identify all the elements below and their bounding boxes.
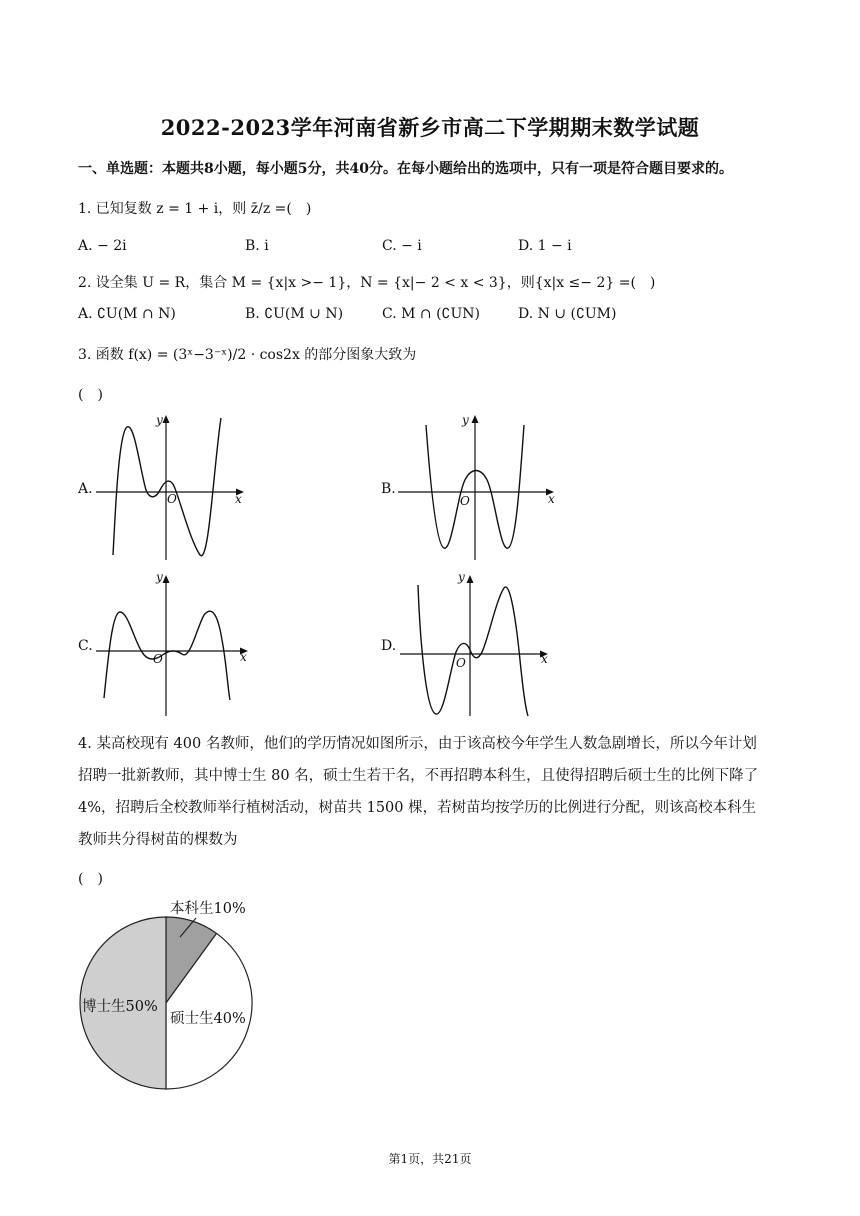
q2-option-d: D. N ∪ (∁UM) (518, 306, 617, 322)
q4-line-3: 4%，招聘后全校教师举行植树活动，树苗共 1500 棵，若树苗均按学历的比例进行分配，则该高校本科生 (78, 800, 757, 816)
q1-option-c: C. − i (382, 238, 422, 254)
q1-stem: 1. 已知复数 z = 1 + i，则 z̄/z =( ) (78, 201, 312, 217)
q4-line-4: 教师共分得树苗的棵数为 (78, 832, 238, 848)
q2-option-a: A. ∁U(M ∩ N) (78, 306, 176, 322)
graph-d-label: D. (381, 638, 397, 654)
graph-b-origin-label: O (460, 494, 470, 508)
graph-c-origin-label: O (153, 652, 163, 666)
q2-option-b: B. ∁U(M ∪ N) (245, 306, 344, 322)
graph-b-x-label: x (548, 492, 555, 506)
q4-line-1: 4. 某高校现有 400 名教师，他们的学历情况如图所示，由于该高校今年学生人数急剧增长，所以今年计划 (78, 736, 757, 752)
page-title: 2022-2023学年河南省新乡市高二下学期期末数学试题 (160, 115, 700, 140)
graph-d-origin-label: O (456, 656, 466, 670)
pie-label-doctor: 博士生50% (82, 999, 158, 1015)
q1-option-b: B. i (245, 238, 269, 254)
graph-d-x-label: x (541, 652, 548, 666)
graph-a-y-label: y (156, 413, 163, 427)
q2-option-c: C. M ∩ (∁UN) (382, 306, 480, 322)
graph-a-x-label: x (235, 492, 242, 506)
graph-a-label: A. (78, 481, 93, 497)
graph-a-origin-label: O (167, 492, 177, 506)
q4-paren: ( ) (78, 871, 103, 887)
q2-stem: 2. 设全集 U = R，集合 M = {x|x >− 1}，N = {x|− 2 < x < 3}，则{x|x ≤− 2} =( ) (78, 275, 656, 291)
graph-c-y-label: y (156, 570, 163, 584)
graph-c-label: C. (78, 638, 93, 654)
graph-b-label: B. (381, 481, 396, 497)
graph-b-y-label: y (462, 413, 469, 427)
graph-d-y-label: y (458, 570, 465, 584)
q3-stem: 3. 函数 f(x) = (3ˣ−3⁻ˣ)/2 · cos2x 的部分图象大致为 (78, 347, 417, 363)
pie-label-master: 硕士生40% (170, 1011, 246, 1027)
graph-c-x-label: x (240, 650, 247, 664)
section-heading: 一、单选题：本题共8小题，每小题5分，共40分。在每小题给出的选项中，只有一项是符合题目要求的。 (78, 161, 733, 177)
q1-option-a: A. − 2i (78, 238, 127, 254)
q3-paren: ( ) (78, 387, 103, 403)
q1-option-d: D. 1 − i (518, 238, 572, 254)
q4-line-2: 招聘一批新教师，其中博士生 80 名，硕士生若干名，不再招聘本科生，且使得招聘后硕士生的比例下降了 (78, 768, 759, 784)
pie-label-undergrad: 本科生10% (170, 901, 246, 917)
page-footer: 第1页，共21页 (388, 1152, 472, 1166)
